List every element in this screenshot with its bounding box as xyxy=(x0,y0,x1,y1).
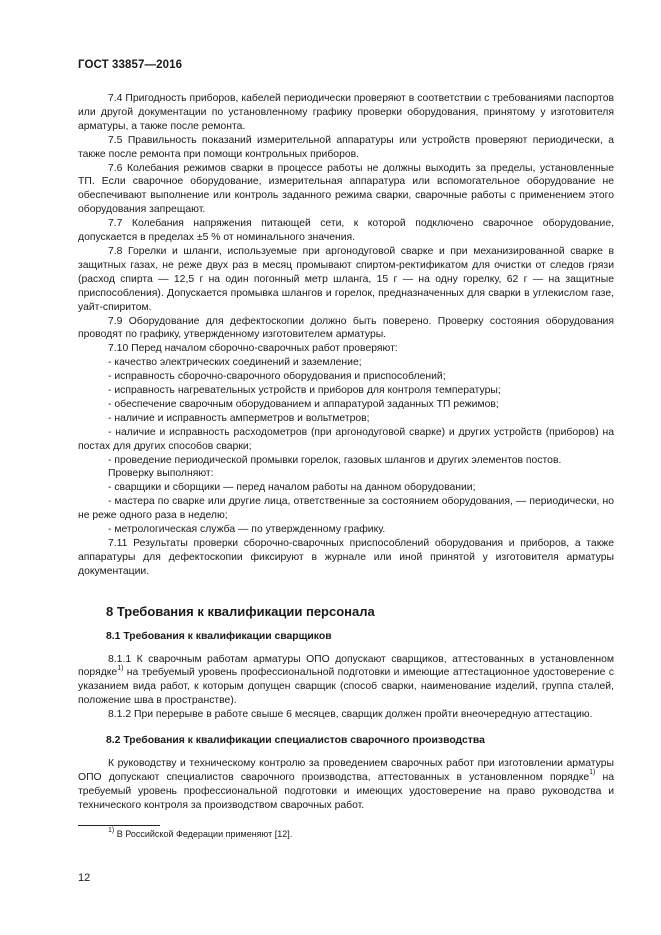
paragraph: - качество электрических соединений и заземление; xyxy=(108,357,362,369)
paragraph-8-1-2: 8.1.2 При перерыве в работе свыше 6 месяцев, сварщик должен пройти внеочередную аттестацию. xyxy=(108,709,593,721)
paragraph: - мастера по сварке или другие лица, ответственные за состоянием оборудования, — периодически, но не реже одного раза в неделю; xyxy=(78,496,614,522)
paragraph: 7.6 Колебания режимов сварки в процессе работы не должны выходить за пределы, установленные ТП. Если сварочное оборудование, измерительная аппаратура или вспомогательное оборудование не обеспечивают выполнение или контроль заданного режима сварки, сварочные работы с применением этого оборудования запрещают. xyxy=(78,162,614,216)
page-number: 12 xyxy=(78,872,91,884)
paragraph-text: К руководству и техническому контролю за проведением сварочных работ при изготовлении арматуры ОПО допускают специалистов сварочного производства, аттестованных в установленном порядке xyxy=(78,757,614,783)
paragraph: - проведение периодической промывки горелок, газовых шлангов и других элементов постов. xyxy=(108,454,562,466)
footnote-mark: 1) xyxy=(108,827,115,834)
paragraph: - исправность нагревательных устройств и приборов для контроля температуры; xyxy=(108,385,501,397)
section7-paragraphs xyxy=(78,92,614,579)
subsection-8-1-heading: 8.1 Требования к квалификации сварщиков xyxy=(106,630,332,642)
paragraph: 7.8 Горелки и шланги, используемые при аргонодуговой сварке и при механизированной сварке в защитных газах, не реже двух раз в месяц промывают спиртом-ректификатом для очистки от следов грязи (расход спирта — 12,5 г на один погонный метр шланга, 15 г — на одну горелку, 62 г — на защитные приспособления). Допускается промывка шлангов и горелок, предназначенных для сварки в углекислом газе, уайт-спиритом. xyxy=(78,245,614,313)
paragraph-text: на требуемый уровень профессиональной подготовки и имеющие аттестационное удостоверение с указанием вида работ, к которым допущен сварщик (способ сварки, наименование изделий, группа сталей, положение шва в пространстве). xyxy=(78,667,614,707)
paragraph: 7.7 Колебания напряжения питающей сети, к которой подключено сварочное оборудование, допускается в пределах ±5 % от номинального значения. xyxy=(78,218,614,244)
paragraph: Проверку выполняют: xyxy=(108,468,214,480)
section-8-heading: 8 Требования к квалификации персонала xyxy=(106,603,375,619)
paragraph-8-1-1 xyxy=(78,653,614,709)
paragraph: 7.10 Перед началом сборочно-сварочных работ проверяют: xyxy=(108,343,398,355)
paragraph: - наличие и исправность расходометров (при аргонодуговой сварке) и других устройств (приборов) на постах для других способов сварки; xyxy=(78,426,614,452)
document-header: ГОСТ 33857—2016 xyxy=(78,59,183,71)
paragraph: - метрологическая служба — по утвержденному графику. xyxy=(108,524,386,536)
paragraph-text: 8.1.1 К сварочным работам арматуры ОПО допускают сварщиков, аттестованных в установленном порядке xyxy=(78,653,614,679)
paragraph: 7.4 Пригодность приборов, кабелей периодически проверяют в соответствии с требованиями паспортов или другой документации по установленному графику проверки оборудования, принятому у изготовителя арматуры, а также после ремонта. xyxy=(78,93,614,132)
paragraph: 7.9 Оборудование для дефектоскопии должно быть поверено. Проверку состояния оборудования проводят по графику, утвержденному изготовителем арматуры. xyxy=(78,315,614,341)
subsection-8-2-heading: 8.2 Требования к квалификации специалистов сварочного производства xyxy=(106,735,485,747)
paragraph-8-2 xyxy=(78,757,614,813)
paragraph: 7.5 Правильность показаний измерительной аппаратуры или устройств проверяют периодически, а также после ремонта при помощи контрольных приборов. xyxy=(78,134,614,160)
footnote-separator xyxy=(78,825,160,826)
paragraph: 7.11 Результаты проверки сборочно-сварочных приспособлений оборудования и приборов, а также аппаратуры для дефектоскопии фиксируют в журнале или иной принятой у изготовителя арматуры документации. xyxy=(78,538,614,577)
footnote-ref: 1) xyxy=(117,664,124,672)
paragraph: - исправность сборочно-сварочного оборудования и приспособлений; xyxy=(108,371,446,383)
footnote-ref: 1) xyxy=(589,769,596,777)
footnote-text: В Российской Федерации применяют [12]. xyxy=(114,829,293,839)
document-body xyxy=(78,92,614,813)
paragraph: - обеспечение сварочным оборудованием и аппаратурой заданных ТП режимов; xyxy=(108,398,499,410)
paragraph: - сварщики и сборщики — перед началом работы на данном оборудовании; xyxy=(108,482,476,494)
footnote xyxy=(108,829,292,839)
paragraph: - наличие и исправность амперметров и вольтметров; xyxy=(108,412,370,424)
paragraph-text: на требуемый уровень профессиональной подготовки и имеющих удостоверение на право руководства и технического контроля за производством сварочных работ. xyxy=(78,771,614,811)
